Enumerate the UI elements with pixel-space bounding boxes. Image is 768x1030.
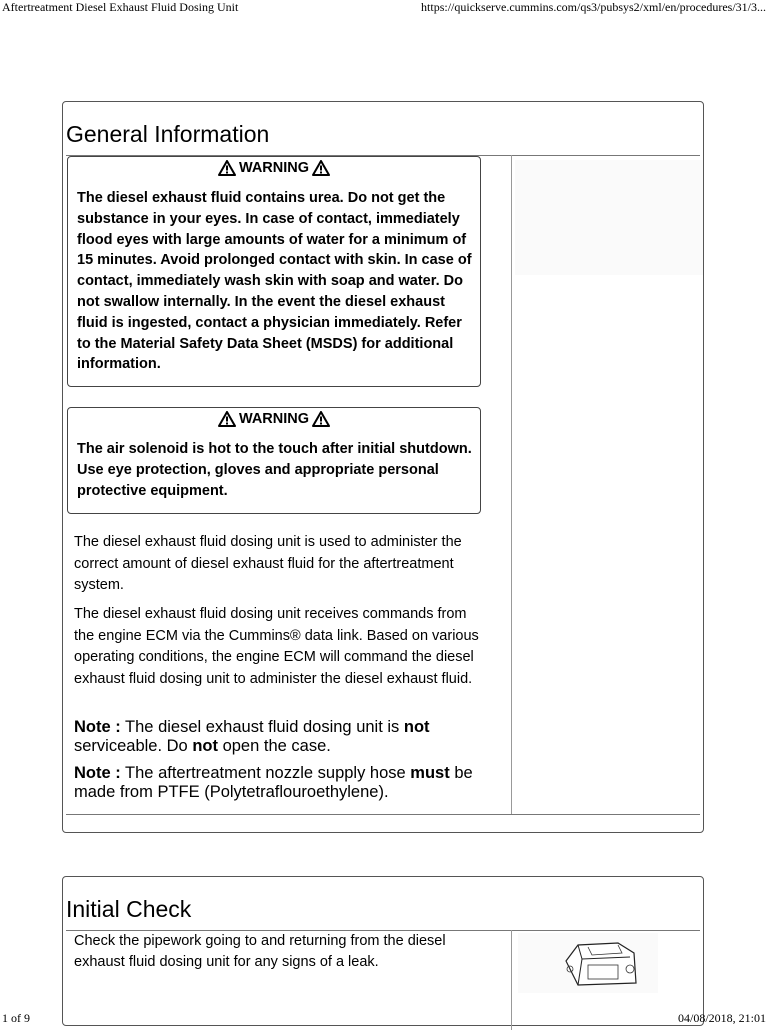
warning-triangle-icon: [218, 160, 236, 176]
description-paragraph: The diesel exhaust fluid dosing unit receives commands from the engine ECM via the Cummins® data link. Based on various operating conditions, the engine ECM will command the diesel exhaust fluid dosing unit to administer the diesel exhaust fluid.: [74, 606, 479, 687]
column-divider: [511, 930, 512, 1030]
warning-text: The diesel exhaust fluid contains urea. Do not get the substance in your eyes. In case of contact, immediately flood eyes with large amounts of water for a minimum of 15 minutes. Avoid prolonged contact with skin. In case of contact, immediately wash skin with soap and water. Do not swallow internally. In the event the diesel exhaust fluid is ingested, contact a physician immediately. Refer to the Material Safety Data Sheet (MSDS) for additional information.: [77, 190, 472, 373]
note-label: Note :: [74, 764, 121, 782]
warning-label: WARNING: [238, 160, 310, 176]
note-label: Note :: [74, 718, 121, 736]
page-url: https://quickserve.cummins.com/qs3/pubsys2/xml/en/procedures/31/3...: [421, 0, 766, 14]
note-text: The diesel exhaust fluid dosing unit is: [125, 718, 400, 736]
print-datetime: 04/08/2018, 21:01: [677, 1011, 766, 1025]
dosing-unit-illustration: [518, 933, 658, 993]
warning-header: [68, 160, 480, 176]
warning-triangle-icon: [312, 411, 330, 427]
note-not-serviceable: [74, 718, 494, 756]
warning-label: WARNING: [238, 411, 310, 427]
initial-check-text: Check the pipework going to and returning from the diesel exhaust fluid dosing unit for any signs of a leak.: [74, 933, 446, 970]
note-text: be made from PTFE (Polytetraflouroethylene).: [74, 764, 473, 801]
page-number: 1 of 9: [2, 1011, 30, 1025]
initial-check-section: [62, 876, 704, 1026]
warning-triangle-icon: [312, 160, 330, 176]
warning-triangle-icon: [218, 411, 236, 427]
section-title-initial-check: Initial Check: [66, 896, 192, 922]
note-ptfe-hose: [74, 764, 494, 802]
column-divider: [511, 155, 512, 815]
note-emphasis: not: [192, 737, 218, 755]
illustration-placeholder: [515, 160, 703, 275]
note-emphasis: must: [410, 764, 450, 782]
note-text: The aftertreatment nozzle supply hose: [125, 764, 406, 782]
warning-box-solenoid: [67, 407, 481, 514]
note-emphasis: not: [403, 718, 430, 736]
note-text: open the case.: [222, 737, 331, 755]
general-information-section: [62, 101, 704, 833]
document-title: Aftertreatment Diesel Exhaust Fluid Dosing Unit: [2, 0, 239, 14]
note-text: serviceable. Do: [74, 737, 188, 755]
section-title-general: General Information: [66, 121, 270, 147]
warning-text: The air solenoid is hot to the touch after initial shutdown. Use eye protection, gloves and appropriate personal protective equipment.: [77, 441, 472, 499]
description-paragraph: The diesel exhaust fluid dosing unit is used to administer the correct amount of diesel exhaust fluid for the aftertreatment system.: [74, 534, 462, 593]
bottom-divider: [66, 814, 700, 815]
warning-header: [68, 411, 480, 427]
warning-box-urea: [67, 156, 481, 387]
